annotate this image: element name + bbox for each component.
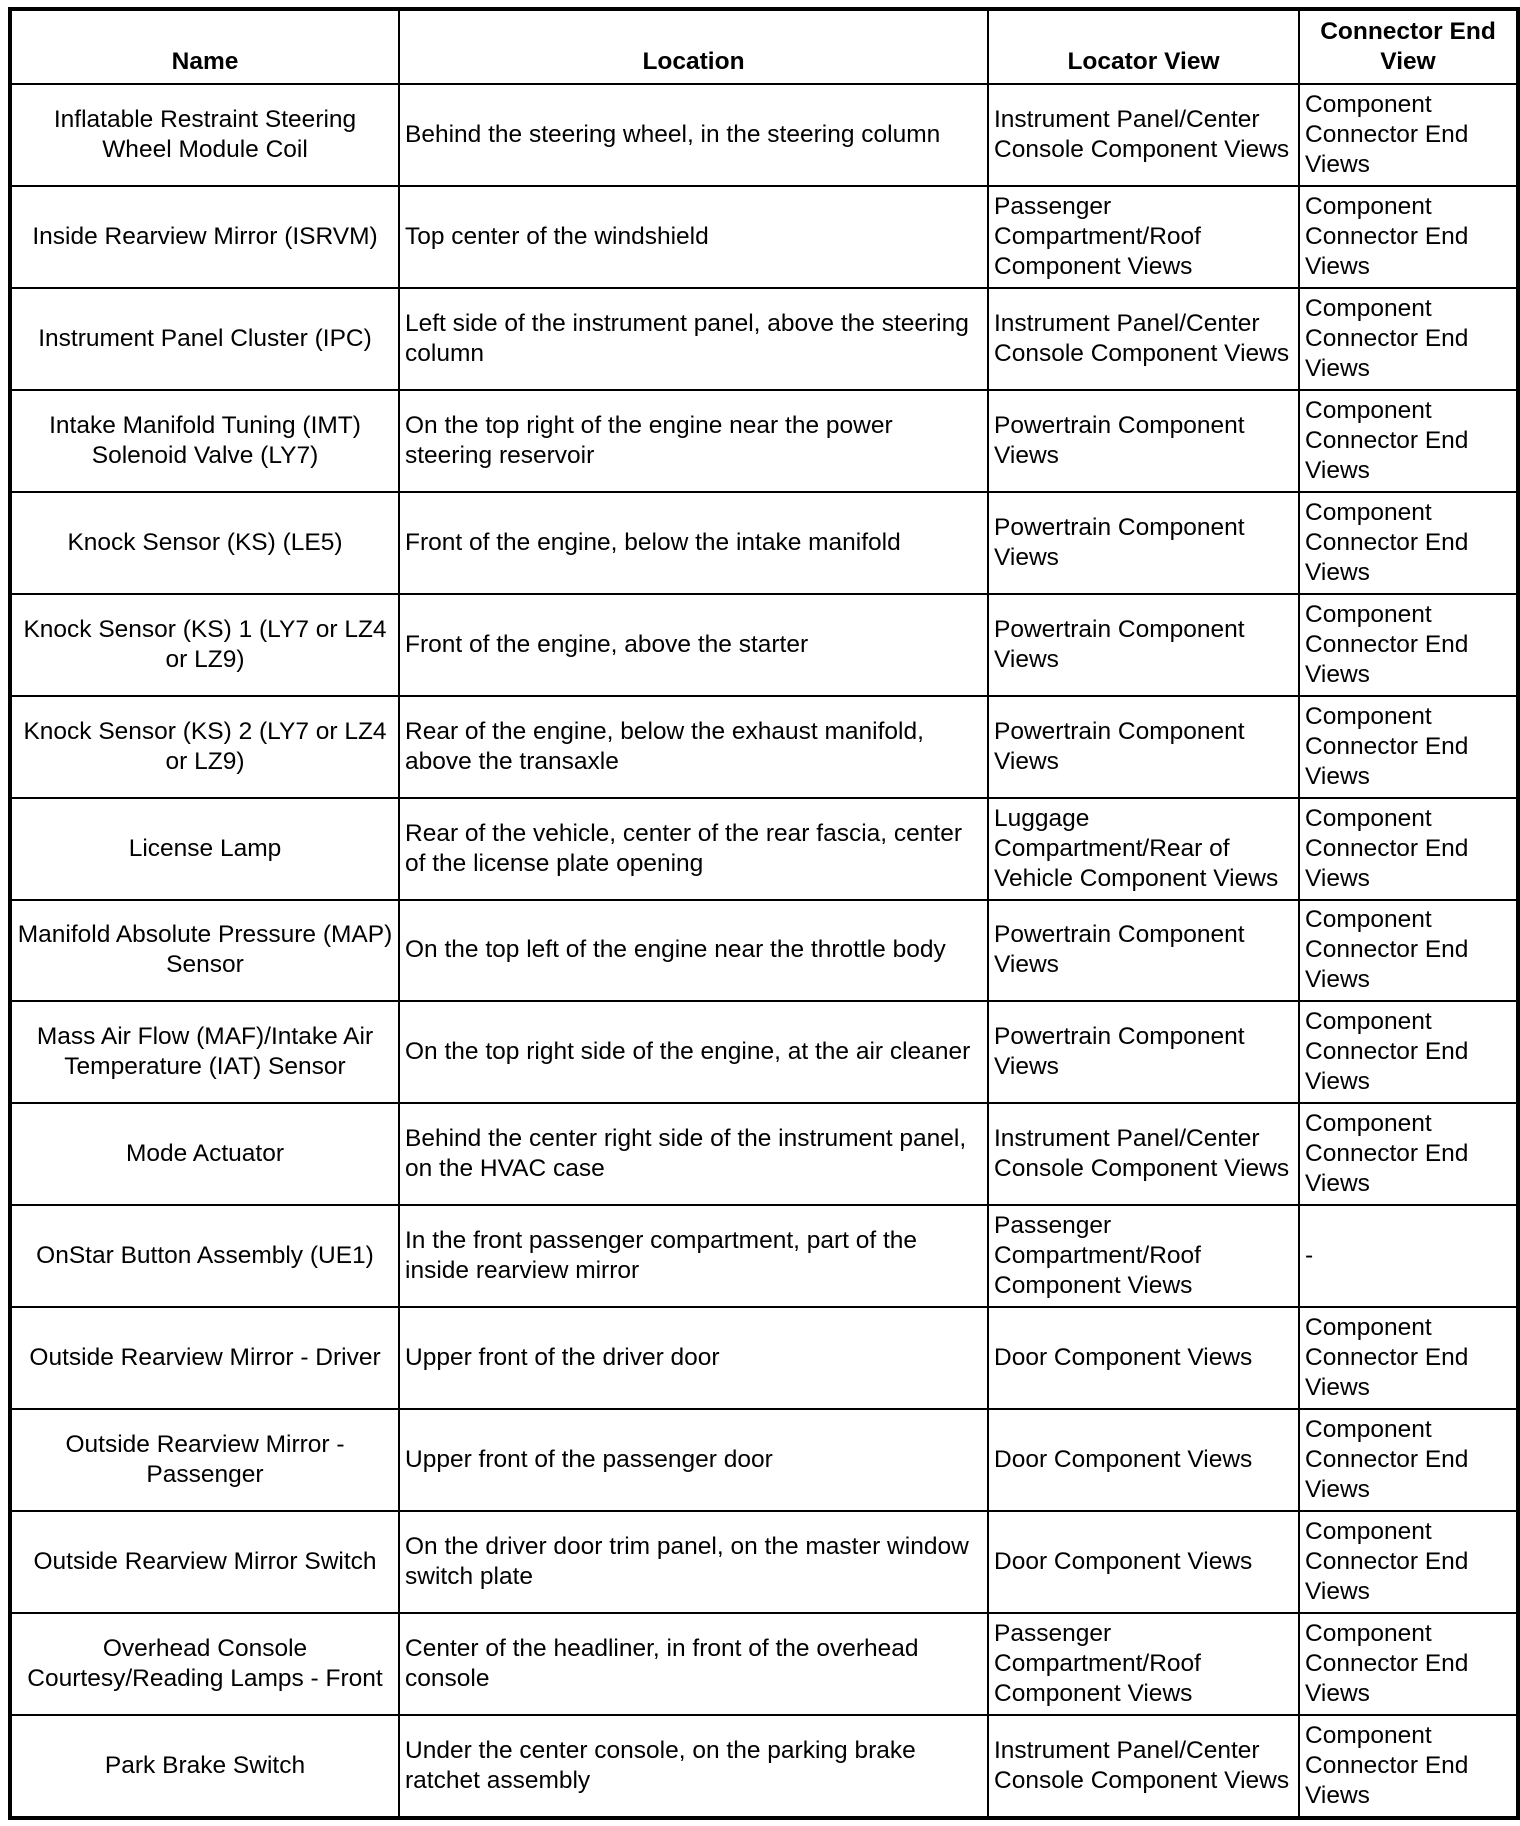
cell-location: Top center of the windshield [399,186,988,288]
cell-locator-view: Door Component Views [988,1409,1299,1511]
cell-location: Rear of the engine, below the exhaust manifold, above the transaxle [399,696,988,798]
cell-locator-view: Powertrain Component Views [988,696,1299,798]
cell-location: In the front passenger compartment, part of the inside rearview mirror [399,1205,988,1307]
cell-locator-view: Passenger Compartment/Roof Component Views [988,186,1299,288]
cell-location: On the top right of the engine near the power steering reservoir [399,390,988,492]
cell-connector-end-view: Component Connector End Views [1299,900,1518,1002]
cell-connector-end-view: Component Connector End Views [1299,186,1518,288]
cell-name: Outside Rearview Mirror Switch [10,1511,399,1613]
table-row [10,1613,1518,1715]
table-row [10,696,1518,798]
cell-name: Outside Rearview Mirror - Passenger [10,1409,399,1511]
cell-location: Front of the engine, above the starter [399,594,988,696]
cell-name: License Lamp [10,798,399,900]
cell-connector-end-view: Component Connector End Views [1299,1001,1518,1103]
table-row [10,1103,1518,1205]
cell-location: Under the center console, on the parking brake ratchet assembly [399,1715,988,1818]
cell-name: Outside Rearview Mirror - Driver [10,1307,399,1409]
cell-locator-view: Passenger Compartment/Roof Component Views [988,1205,1299,1307]
cell-location: Left side of the instrument panel, above the steering column [399,288,988,390]
cell-connector-end-view: Component Connector End Views [1299,1307,1518,1409]
cell-name: Knock Sensor (KS) 1 (LY7 or LZ4 or LZ9) [10,594,399,696]
cell-locator-view: Luggage Compartment/Rear of Vehicle Component Views [988,798,1299,900]
cell-connector-end-view: Component Connector End Views [1299,492,1518,594]
table-row [10,1409,1518,1511]
cell-location: Rear of the vehicle, center of the rear fascia, center of the license plate opening [399,798,988,900]
cell-connector-end-view: Component Connector End Views [1299,1511,1518,1613]
header-name: Name [10,9,399,84]
cell-connector-end-view: Component Connector End Views [1299,1715,1518,1818]
cell-locator-view: Door Component Views [988,1307,1299,1409]
table-row [10,1715,1518,1818]
table-row [10,1001,1518,1103]
header-locator-view: Locator View [988,9,1299,84]
table-row [10,84,1518,186]
cell-locator-view: Powertrain Component Views [988,1001,1299,1103]
cell-connector-end-view: Component Connector End Views [1299,1613,1518,1715]
cell-locator-view: Instrument Panel/Center Console Component Views [988,84,1299,186]
cell-name: OnStar Button Assembly (UE1) [10,1205,399,1307]
table-row [10,288,1518,390]
cell-location: Front of the engine, below the intake manifold [399,492,988,594]
cell-location: On the top left of the engine near the throttle body [399,900,988,1002]
table-row [10,594,1518,696]
cell-name: Mode Actuator [10,1103,399,1205]
cell-locator-view: Powertrain Component Views [988,492,1299,594]
cell-name: Knock Sensor (KS) (LE5) [10,492,399,594]
cell-location: On the driver door trim panel, on the master window switch plate [399,1511,988,1613]
component-locator-table [8,7,1520,1820]
cell-connector-end-view: - [1299,1205,1518,1307]
cell-location: On the top right side of the engine, at the air cleaner [399,1001,988,1103]
header-location: Location [399,9,988,84]
cell-name: Inflatable Restraint Steering Wheel Module Coil [10,84,399,186]
cell-locator-view: Instrument Panel/Center Console Component Views [988,288,1299,390]
table-row [10,900,1518,1002]
cell-connector-end-view: Component Connector End Views [1299,696,1518,798]
cell-name: Knock Sensor (KS) 2 (LY7 or LZ4 or LZ9) [10,696,399,798]
cell-connector-end-view: Component Connector End Views [1299,1409,1518,1511]
cell-name: Instrument Panel Cluster (IPC) [10,288,399,390]
cell-name: Manifold Absolute Pressure (MAP) Sensor [10,900,399,1002]
cell-location: Center of the headliner, in front of the overhead console [399,1613,988,1715]
table-body [10,84,1518,1818]
cell-connector-end-view: Component Connector End Views [1299,1103,1518,1205]
cell-name: Park Brake Switch [10,1715,399,1818]
table-row [10,1511,1518,1613]
table-row [10,1307,1518,1409]
cell-name: Inside Rearview Mirror (ISRVM) [10,186,399,288]
cell-locator-view: Powertrain Component Views [988,390,1299,492]
cell-locator-view: Passenger Compartment/Roof Component Views [988,1613,1299,1715]
table-row [10,186,1518,288]
cell-location: Upper front of the driver door [399,1307,988,1409]
cell-locator-view: Powertrain Component Views [988,900,1299,1002]
header-row [10,9,1518,84]
table-row [10,492,1518,594]
cell-connector-end-view: Component Connector End Views [1299,84,1518,186]
cell-connector-end-view: Component Connector End Views [1299,390,1518,492]
table-row [10,798,1518,900]
table-row [10,1205,1518,1307]
cell-locator-view: Instrument Panel/Center Console Component Views [988,1103,1299,1205]
cell-locator-view: Powertrain Component Views [988,594,1299,696]
cell-location: Behind the steering wheel, in the steering column [399,84,988,186]
header-connector-end-view: Connector End View [1299,9,1518,84]
cell-location: Behind the center right side of the instrument panel, on the HVAC case [399,1103,988,1205]
cell-connector-end-view: Component Connector End Views [1299,798,1518,900]
cell-name: Mass Air Flow (MAF)/Intake Air Temperature (IAT) Sensor [10,1001,399,1103]
cell-name: Overhead Console Courtesy/Reading Lamps - Front [10,1613,399,1715]
table-row [10,390,1518,492]
cell-location: Upper front of the passenger door [399,1409,988,1511]
cell-locator-view: Instrument Panel/Center Console Component Views [988,1715,1299,1818]
cell-name: Intake Manifold Tuning (IMT) Solenoid Valve (LY7) [10,390,399,492]
cell-locator-view: Door Component Views [988,1511,1299,1613]
cell-connector-end-view: Component Connector End Views [1299,288,1518,390]
cell-connector-end-view: Component Connector End Views [1299,594,1518,696]
